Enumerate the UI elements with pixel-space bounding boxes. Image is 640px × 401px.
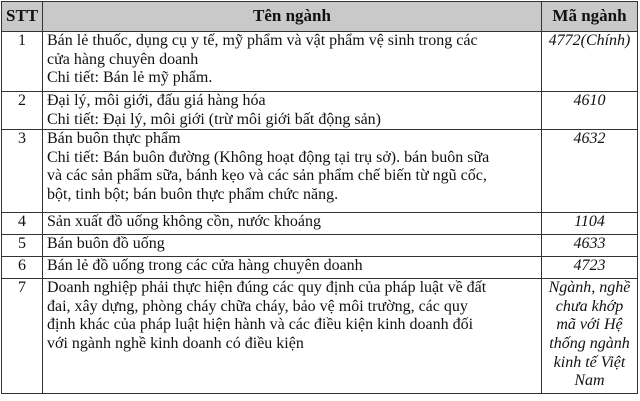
table-row <box>2 130 638 213</box>
row-code: 4723 <box>542 257 638 279</box>
row-code: 4632 <box>542 130 638 213</box>
row-name: Bán lẻ thuốc, dụng cụ y tế, mỹ phẩm và vật phẩm vệ sinh trong các cửa hàng chuyên doanh Chi tiết: Bán lẻ mỹ phẩm. <box>43 32 542 92</box>
table-row <box>2 235 638 257</box>
header-stt: STT <box>2 2 43 32</box>
row-code: Ngành, nghề chưa khớp mã với Hệ thống ngành kinh tế Việt Nam <box>542 279 638 394</box>
row-stt: 5 <box>2 235 43 257</box>
business-lines-table <box>1 1 638 394</box>
table-row <box>2 257 638 279</box>
row-stt: 7 <box>2 279 43 394</box>
table-row <box>2 279 638 394</box>
row-name: Sản xuất đồ uống không cồn, nước khoáng <box>43 213 542 235</box>
row-name: Doanh nghiệp phải thực hiện đúng các quy định của pháp luật về đất đai, xây dựng, phòng cháy chữa cháy, bảo vệ môi trường, các quy định khác của pháp luật hiện hành và các điều kiện kinh doanh đối với ngành nghề kinh doanh có điều kiện <box>43 279 542 394</box>
row-name: Bán lẻ đồ uống trong các cửa hàng chuyên doanh <box>43 257 542 279</box>
row-stt: 3 <box>2 130 43 213</box>
row-stt: 4 <box>2 213 43 235</box>
table-row <box>2 92 638 130</box>
row-name: Bán buôn đồ uống <box>43 235 542 257</box>
row-name: Bán buôn thực phẩm Chi tiết: Bán buôn đường (Không hoạt động tại trụ sở). bán buôn sữa và các sản phẩm sữa, bánh kẹo và các sản phẩm chế biến từ ngũ cốc, bột, tinh bột; bán buôn thực phẩm chức năng. <box>43 130 542 213</box>
row-code: 4633 <box>542 235 638 257</box>
row-code: 1104 <box>542 213 638 235</box>
row-code: 4772(Chính) <box>542 32 638 92</box>
table-row <box>2 213 638 235</box>
row-stt: 6 <box>2 257 43 279</box>
table-row <box>2 32 638 92</box>
header-name: Tên ngành <box>43 2 542 32</box>
header-row <box>2 2 638 32</box>
row-stt: 1 <box>2 32 43 92</box>
row-stt: 2 <box>2 92 43 130</box>
row-name: Đại lý, môi giới, đấu giá hàng hóa Chi tiết: Đại lý, môi giới (trừ môi giới bất động sản) <box>43 92 542 130</box>
row-code: 4610 <box>542 92 638 130</box>
header-code: Mã ngành <box>542 2 638 32</box>
